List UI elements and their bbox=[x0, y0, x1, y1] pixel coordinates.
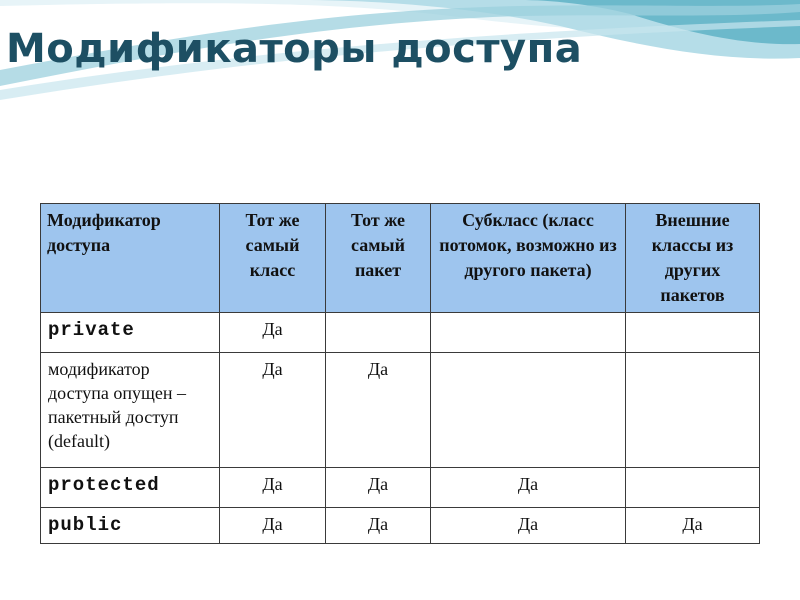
access-cell: Да bbox=[220, 353, 326, 468]
header-modifier: Модификатор доступа bbox=[41, 204, 220, 313]
modifier-cell bbox=[41, 313, 220, 353]
table-row-public bbox=[41, 508, 760, 544]
access-cell bbox=[431, 353, 626, 468]
access-cell bbox=[626, 313, 760, 353]
header-subclass: Субкласс (класс потомок, возможно из другого пакета) bbox=[431, 204, 626, 313]
table-row-default bbox=[41, 353, 760, 468]
modifier-cell bbox=[41, 468, 220, 508]
access-cell: Да bbox=[326, 353, 431, 468]
access-cell: Да bbox=[326, 468, 431, 508]
table-row-protected bbox=[41, 468, 760, 508]
header-same-class: Тот же самый класс bbox=[220, 204, 326, 313]
access-cell: Да bbox=[431, 508, 626, 544]
access-cell: Да bbox=[220, 468, 326, 508]
header-other-packages: Внешние классы из других пакетов bbox=[626, 204, 760, 313]
access-modifiers-table bbox=[40, 203, 760, 544]
table-row-private bbox=[41, 313, 760, 353]
modifier-keyword: private bbox=[48, 319, 135, 341]
modifier-cell: модификатор доступа опущен – пакетный доступ (default) bbox=[41, 353, 220, 468]
access-cell bbox=[326, 313, 431, 353]
access-cell: Да bbox=[326, 508, 431, 544]
slide-title: Модификаторы доступа bbox=[6, 26, 583, 72]
access-cell bbox=[431, 313, 626, 353]
access-cell bbox=[626, 353, 760, 468]
access-cell: Да bbox=[626, 508, 760, 544]
access-cell bbox=[626, 468, 760, 508]
access-cell: Да bbox=[220, 508, 326, 544]
modifier-cell bbox=[41, 508, 220, 544]
header-same-package: Тот же самый пакет bbox=[326, 204, 431, 313]
modifier-keyword: public bbox=[48, 514, 123, 536]
table-header-row bbox=[41, 204, 760, 313]
slide-subtitle bbox=[22, 118, 762, 166]
modifier-keyword: protected bbox=[48, 474, 160, 496]
access-cell: Да bbox=[220, 313, 326, 353]
subtitle-line: их членов (от самого строгого к самому свободному): bbox=[22, 145, 451, 163]
subtitle-line: В Java существуют следующие модификаторы доступа для классов и bbox=[22, 121, 577, 139]
access-cell: Да bbox=[431, 468, 626, 508]
